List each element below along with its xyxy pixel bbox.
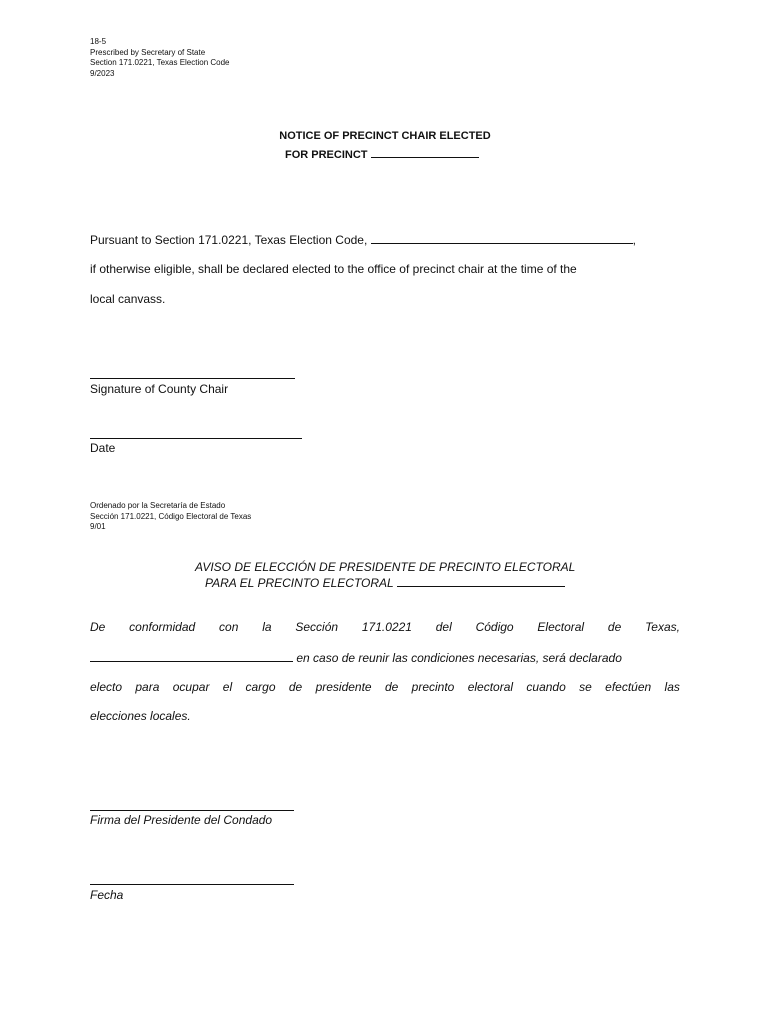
spanish-form-date: 9/01: [90, 522, 106, 531]
english-title-line2: [285, 146, 479, 161]
word: del: [435, 620, 452, 634]
word: 171.0221: [361, 620, 412, 634]
english-para-line2: if otherwise eligible, shall be declared elected to the office of precinct chair at the time of the: [90, 262, 577, 276]
word: con: [219, 620, 239, 634]
word: electoral: [467, 680, 514, 694]
code-section: Section 171.0221, Texas Election Code: [90, 58, 230, 67]
word: ocupar: [172, 680, 210, 694]
english-para-line3: local canvass.: [90, 292, 166, 306]
spanish-signature-line[interactable]: [90, 810, 294, 811]
word: presidente: [315, 680, 372, 694]
word: efectúen: [605, 680, 652, 694]
english-para-line1: [90, 232, 636, 247]
date-line[interactable]: [90, 438, 302, 439]
spanish-para-line3: [90, 680, 680, 694]
spanish-code-section: Sección 171.0221, Código Electoral de Texas: [90, 511, 252, 521]
word: de: [384, 680, 399, 694]
word: conformidad: [129, 620, 196, 634]
spanish-precinct-blank[interactable]: [397, 575, 565, 587]
word: De: [90, 620, 106, 634]
english-para-line1-suffix: ,: [632, 233, 636, 247]
word: para: [135, 680, 160, 694]
english-para-line1-prefix: Pursuant to Section 171.0221, Texas Election Code,: [90, 233, 368, 247]
spanish-title-line1: AVISO DE ELECCIÓN DE PRESIDENTE DE PRECINTO ELECTORAL: [195, 560, 576, 574]
form-number: 18-5: [90, 37, 107, 46]
word: el: [222, 680, 233, 694]
spanish-signature-label: Firma del Presidente del Condado: [90, 813, 273, 827]
english-title-line2-text: FOR PRECINCT: [285, 149, 368, 161]
spanish-title-line2-text: PARA EL PRECINTO ELECTORAL: [205, 576, 394, 590]
spanish-date-line[interactable]: [90, 884, 294, 885]
spanish-para-line1: [90, 620, 680, 634]
spanish-para-line2: [90, 650, 680, 665]
chair-name-blank[interactable]: [371, 232, 633, 244]
word: precinto: [411, 680, 455, 694]
word: las: [664, 680, 680, 694]
precinct-number-blank[interactable]: [371, 146, 479, 158]
spanish-header: [90, 501, 251, 533]
spanish-chair-name-blank[interactable]: [90, 650, 293, 662]
date-label: Date: [90, 441, 116, 455]
word: cuando: [526, 680, 566, 694]
county-chair-signature-label: Signature of County Chair: [90, 382, 229, 396]
prescribed-by: Prescribed by Secretary of State: [90, 47, 206, 57]
word: Sección: [295, 620, 339, 634]
word: se: [579, 680, 592, 694]
word: de: [607, 620, 622, 634]
word: cargo: [245, 680, 276, 694]
county-chair-signature-line[interactable]: [90, 378, 295, 379]
word: electo: [90, 680, 123, 694]
word: la: [262, 620, 272, 634]
form-date: 9/2023: [90, 68, 115, 78]
spanish-para-line2-text: en caso de reunir las condiciones necesarias, será declarado: [296, 651, 622, 665]
word: de: [288, 680, 303, 694]
spanish-para-line4: elecciones locales.: [90, 709, 191, 723]
english-title-line1: NOTICE OF PRECINCT CHAIR ELECTED: [279, 130, 491, 142]
spanish-ordered-by: Ordenado por la Secretaría de Estado: [90, 501, 226, 510]
form-header: [90, 37, 230, 79]
spanish-title-line2: [205, 575, 565, 590]
spanish-date-label: Fecha: [90, 888, 124, 902]
word: Código: [475, 620, 514, 634]
word: Texas,: [645, 620, 680, 634]
word: Electoral: [537, 620, 585, 634]
